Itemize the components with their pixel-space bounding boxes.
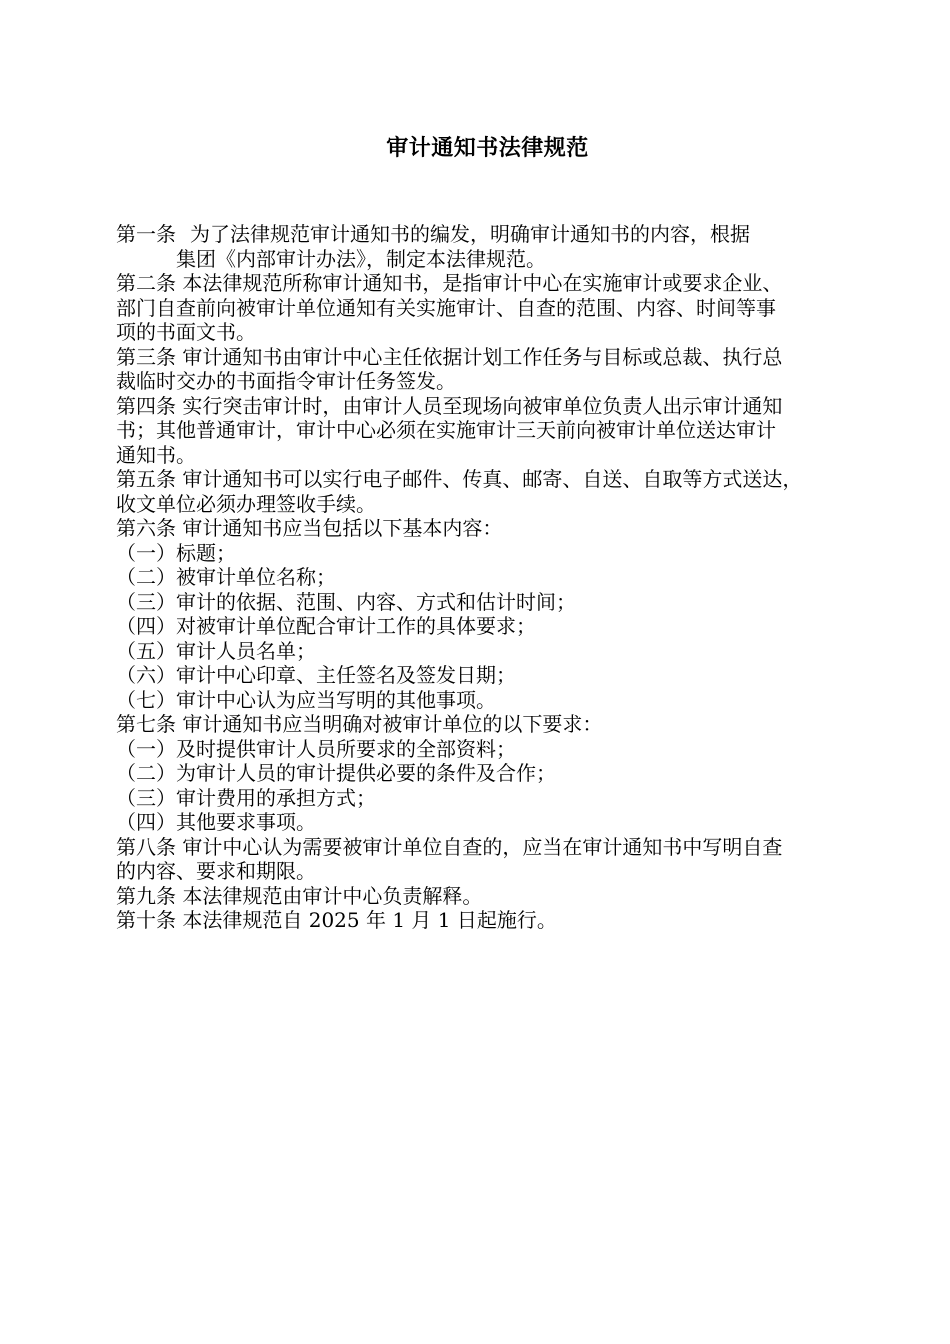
article-6-item: （七）审计中心认为应当写明的其他事项。 [116, 687, 496, 712]
article-8-line-2: 的内容、要求和期限。 [116, 859, 316, 883]
article-5-line-2: 收文单位必须办理签收手续。 [116, 491, 376, 516]
article-9-line-1: 第九条 本法律规范由审计中心负责解释。 [116, 883, 483, 908]
article-7-line-1: 第七条 审计通知书应当明确对被审计单位的以下要求： [116, 712, 603, 736]
article-3-line-2: 裁临时交办的书面指令审计任务签发。 [116, 369, 456, 393]
article-8-line-1: 第八条 审计中心认为需要被审计单位自查的，应当在审计通知书中写明自查 [116, 834, 783, 859]
article-10-line-1: 第十条 本法律规范自 2025 年 1 月 1 日起施行。 [116, 908, 557, 932]
article-7-item: （一）及时提供审计人员所要求的全部资料； [116, 736, 516, 761]
document-body [116, 222, 872, 933]
article-6-item: （二）被审计单位名称； [116, 565, 336, 589]
article-6-item: （三）审计的依据、范围、内容、方式和估计时间； [116, 589, 576, 614]
article-5-line-1: 第五条 审计通知书可以实行电子邮件、传真、邮寄、自送、自取等方式送达， [116, 467, 803, 491]
article-2-line-1: 第二条 本法律规范所称审计通知书，是指审计中心在实施审计或要求企业、 [116, 271, 783, 295]
article-6-item: （一）标题； [116, 540, 236, 565]
article-1-text: 为了法律规范审计通知书的编发，明确审计通知书的内容，根据 [190, 222, 750, 246]
article-6-item: （四）对被审计单位配合审计工作的具体要求； [116, 614, 536, 638]
article-6-item: （五）审计人员名单； [116, 638, 316, 663]
article-4-line-2: 书；其他普通审计，审计中心必须在实施审计三天前向被审计单位送达审计 [116, 418, 776, 442]
article-2-line-3: 项的书面文书。 [116, 320, 256, 344]
article-3-line-1: 第三条 审计通知书由审计中心主任依据计划工作任务与目标或总裁、执行总 [116, 344, 783, 369]
document-title: 审计通知书法律规范 [386, 135, 589, 161]
article-7-item: （三）审计费用的承担方式； [116, 785, 376, 810]
article-2-line-2: 部门自查前向被审计单位通知有关实施审计、自查的范围、内容、时间等事 [116, 295, 776, 320]
article-7-item: （二）为审计人员的审计提供必要的条件及合作； [116, 761, 556, 785]
article-4-line-3: 通知书。 [116, 442, 196, 467]
article-4-line-1: 第四条 实行突击审计时，由审计人员至现场向被审单位负责人出示审计通知 [116, 393, 783, 418]
article-1-line-2: 集团《内部审计办法》，制定本法律规范。 [176, 246, 546, 271]
article-6-line-1: 第六条 审计通知书应当包括以下基本内容： [116, 516, 503, 540]
article-6-item: （六）审计中心印章、主任签名及签发日期； [116, 663, 516, 687]
article-1-number: 第一条 [116, 222, 176, 246]
article-7-item: （四）其他要求事项。 [116, 810, 316, 834]
article-1-line-1 [116, 222, 872, 247]
